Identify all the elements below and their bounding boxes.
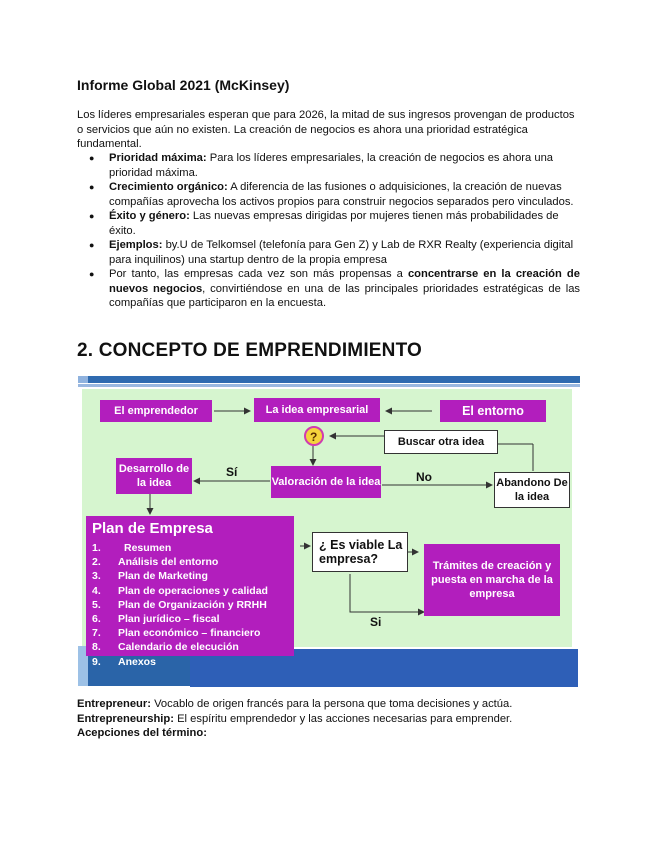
plan-item: 1. Resumen bbox=[92, 542, 172, 554]
bullet-item bbox=[77, 267, 580, 311]
bullet-text: Para los líderes empresariales, la creación de negocios es ahora una prioridad máxima. bbox=[109, 152, 554, 179]
viable-box: ¿ Es viable La empresa? bbox=[312, 532, 408, 572]
definition-text: Vocablo de origen francés para la persona que toma decisiones y actúa. bbox=[150, 698, 513, 710]
bullet-text: , convirtiéndose en una de las principales prioridades estratégicas de las compañías que participaron en la encuesta. bbox=[109, 282, 581, 309]
plan-item: 8. Calendario de elecución bbox=[92, 641, 239, 654]
bullet-item bbox=[77, 151, 580, 180]
desarrollo-box: Desarrollo de la idea bbox=[116, 458, 192, 494]
plan-item: 9. Anexos bbox=[92, 655, 156, 668]
idea-box: La idea empresarial bbox=[254, 398, 380, 422]
no-label: No bbox=[416, 470, 432, 484]
svg-text:?: ? bbox=[310, 430, 318, 444]
plan-de-empresa-box bbox=[86, 516, 294, 668]
bullet-item bbox=[77, 209, 580, 238]
bullet-text: Por tanto, las empresas cada vez son más propensas a bbox=[109, 268, 408, 280]
intro-paragraph: Los líderes empresariales esperan que para 2026, la mitad de sus ingresos provengan de productos o servicios que aún no existen. La creación de negocios es ahora una prioridad estratégica fundamental. bbox=[77, 109, 575, 150]
definition-text: El espíritu emprendedor y las acciones necesarias para emprender. bbox=[173, 712, 513, 725]
entorno-box: El entorno bbox=[440, 400, 546, 422]
bullet-label: Crecimiento orgánico: bbox=[109, 181, 228, 193]
emprendedor-box: El emprendedor bbox=[100, 400, 212, 422]
yes-label: Si bbox=[370, 615, 382, 629]
bullet-item bbox=[77, 238, 580, 267]
bullet-label: Prioridad máxima: bbox=[109, 152, 207, 164]
yes-label: Sí bbox=[226, 465, 238, 479]
plan-item: 4. Plan de operaciones y calidad bbox=[92, 584, 268, 597]
definition-term: Entrepreneurship: bbox=[77, 712, 174, 725]
bullet-emphasis: concentrarse en la creación de nuevos negocios bbox=[109, 268, 580, 295]
definition-term: Entrepreneur: bbox=[77, 698, 151, 710]
plan-item: 5. Plan de Organización y RRHH bbox=[92, 598, 267, 611]
section-title: 2. CONCEPTO DE EMPRENDIMIENTO bbox=[77, 340, 423, 361]
plan-list bbox=[92, 541, 268, 669]
bullet-label: Ejemplos: bbox=[109, 239, 163, 251]
buscar-box: Buscar otra idea bbox=[384, 430, 498, 454]
tramites-box: Trámites de creación y puesta en marcha de la empresa bbox=[424, 544, 560, 616]
definition-entrepreneur bbox=[77, 697, 597, 712]
bullet-label: Éxito y género: bbox=[109, 210, 190, 222]
bullet-item bbox=[77, 180, 580, 209]
bullet-text: by.U de Telkomsel (telefonía para Gen Z) y Lab de RXR Realty (experiencia digital para inquilinos) una startup dentro de la propia empresa bbox=[109, 239, 574, 266]
bullet-text: Las nuevas empresas dirigidas por mujeres tienen más probabilidades de éxito. bbox=[109, 210, 559, 237]
plan-item: 3. Plan de Marketing bbox=[92, 570, 208, 583]
definition-entrepreneurship bbox=[77, 712, 597, 727]
bullet-text: A diferencia de las fusiones o adquisiciones, la creación de nuevas compañías aprovecha los activos propios para construir negocios separados pero vinculados. bbox=[109, 181, 574, 208]
bullet-list bbox=[77, 151, 580, 311]
acepciones-heading: Acepciones del término: bbox=[77, 727, 207, 739]
entrepreneurship-diagram bbox=[78, 374, 580, 690]
abandono-box: Abandono De la idea bbox=[494, 472, 570, 508]
valoracion-box: Valoración de la idea bbox=[271, 466, 381, 498]
plan-item: 6. Plan jurídico – fiscal bbox=[92, 613, 220, 626]
plan-item: 2. Análisis del entorno bbox=[92, 556, 219, 569]
report-title: Informe Global 2021 (McKinsey) bbox=[77, 77, 290, 93]
definitions bbox=[77, 697, 597, 741]
plan-title: Plan de Empresa bbox=[92, 520, 213, 537]
plan-item: 7. Plan económico – financiero bbox=[92, 627, 261, 640]
